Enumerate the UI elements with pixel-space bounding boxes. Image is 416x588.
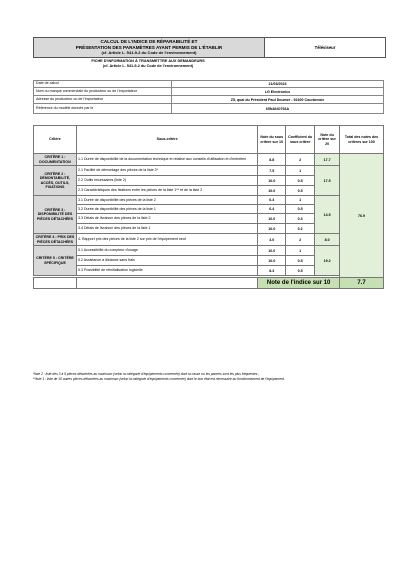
sub-criterion-note: 4.0 xyxy=(258,234,286,246)
header-critere: Critère xyxy=(34,126,77,154)
document-header xyxy=(33,37,386,58)
criterion-name: CRITÈRE 4 : PRIX DES PIÈCES DÉTACHÉES xyxy=(34,234,77,246)
footnote-list-1: **liste 1 : liste de 10 autres pièces détachées au maximum (selon la catégorie d'équipements concernée) dont le bon état est nécessaire au fonctionnement de l'équipement. xyxy=(33,376,285,381)
header-note-critere: Note du critère sur 20 xyxy=(315,126,340,154)
header-sous-critere: Sous-critère xyxy=(76,126,257,154)
title-line-1: CALCUL DE L'INDICE DE RÉPARABILITÉ ET xyxy=(100,39,198,45)
final-score-value: 7.7 xyxy=(340,278,384,289)
criterion-name: CRITÈRE 3 : DISPONIBILITÉ DES PIÈCES DÉTACHÉES xyxy=(34,196,77,234)
info-label: Nom ou marque commerciale du producteur ou de l'importateur xyxy=(33,88,172,95)
fiche-heading xyxy=(33,59,263,69)
criterion-name: CRITÈRE 2 : DÉMONTABILITÉ, ACCÈS, OUTILS, FIXATIONS xyxy=(34,166,77,196)
total-score: 76.9 xyxy=(340,154,384,278)
footnotes xyxy=(33,372,384,381)
final-score-row xyxy=(34,278,384,289)
criterion-score: 17.5 xyxy=(315,166,340,196)
info-row-brand xyxy=(33,88,384,96)
info-label: Date de calcul xyxy=(33,81,172,87)
criterion-score: 17.7 xyxy=(315,154,340,166)
info-label: Adresse du producteur ou de l'importateur xyxy=(33,96,172,103)
sub-criterion-note: 8.8 xyxy=(258,154,286,166)
sub-criterion-note: 6.4 xyxy=(258,196,286,205)
score-table xyxy=(33,125,384,289)
info-row-address xyxy=(33,96,384,104)
info-row-date xyxy=(33,80,384,88)
table-row xyxy=(34,166,384,176)
sub-criterion-label: 3.4 Délais de livraison des pièces de la liste 1 xyxy=(76,224,257,234)
sub-criterion-note: 10.0 xyxy=(258,176,286,186)
title-line-2: PRÉSENTATION DES PARAMÈTRES AYANT PERMIS DE L'ÉTABLIR xyxy=(75,44,223,50)
sub-criterion-label: 2.1 Facilité de démontage des pièces de la liste 2* xyxy=(76,166,257,176)
final-score-label: Note de l'indice sur 10 xyxy=(258,278,340,289)
table-row xyxy=(34,154,384,166)
sub-criterion-coef: 0.5 xyxy=(286,176,315,186)
document-title xyxy=(34,38,265,57)
table-row xyxy=(34,234,384,246)
sub-criterion-coef: 2 xyxy=(286,154,315,166)
sub-criterion-label: 5.1 Accessibilité du compteur d'usage xyxy=(76,246,257,256)
sub-criterion-label: 4. Rapport prix des pièces de la liste 2 sur prix de l'équipement neuf xyxy=(76,234,257,246)
sub-criterion-coef: 2 xyxy=(286,234,315,246)
sub-criterion-coef: 1 xyxy=(286,246,315,256)
sub-criterion-label: 3.1 Durée de disponibilité des pièces de la liste 2 xyxy=(76,196,257,205)
header-coefficient: Coefficient du sous critère xyxy=(286,126,315,154)
info-value: Z5, quai du Président Paul Doumer - 92400 Courbevoie xyxy=(172,96,384,103)
sub-criterion-coef: 0.5 xyxy=(286,205,315,214)
info-label: Référence du modèle donnée par le xyxy=(33,104,172,113)
criterion-name: CRITÈRE 5 : CRITÈRE SPÉCIFIQUE xyxy=(34,246,77,276)
info-value: 65NANO766A xyxy=(172,104,384,113)
header-note-sous-critere: Note du sous critère sur 10 xyxy=(258,126,286,154)
sub-criterion-note: 10.0 xyxy=(258,224,286,234)
sub-criterion-coef: 1 xyxy=(286,196,315,205)
criterion-name: CRITÈRE 1 : DOCUMENTATION xyxy=(34,154,77,166)
product-category: Téléviseur xyxy=(314,45,336,50)
sub-criterion-coef: 0.3 xyxy=(286,214,315,224)
sub-criterion-coef: 0.2 xyxy=(286,224,315,234)
sub-criterion-coef: 0.5 xyxy=(286,256,315,266)
fiche-line-2: (cf. Article L. 541-9-2 du Code de l'environnement) xyxy=(102,64,194,68)
sub-criterion-coef: 0.5 xyxy=(286,186,315,196)
table-row xyxy=(34,196,384,205)
criterion-score: 8.0 xyxy=(315,234,340,246)
sub-criterion-note: 10.0 xyxy=(258,256,286,266)
title-line-3: (cf. Article L. 541-9-2 du Code de l'environnement) xyxy=(101,50,197,56)
footnote-list-2: *liste 2 : liste des 3 à 5 pièces détachées au maximum (selon la catégorie d'équipements concernée) dont la casse ou les pannes sont les plus fréquentes ; xyxy=(33,372,260,376)
sub-criterion-note: 10.0 xyxy=(258,214,286,224)
fiche-line-1: FICHE D'INFORMATION À TRANSMETTRE AUX DEMANDEURS xyxy=(91,59,205,63)
header-total: Total des notes des critères sur 100 xyxy=(340,126,384,154)
criterion-score: 19.2 xyxy=(315,246,340,276)
sub-criterion-label: 3.3 Délais de livraison des pièces de la liste 2 xyxy=(76,214,257,224)
sub-criterion-label: 5.3 Possibilité de réinitialisation logicielle xyxy=(76,266,257,276)
sub-criterion-label: 1.1 Durée de disponibilité de la documentation technique et relative aux conseils d'utilisation et d'entretien xyxy=(76,154,257,166)
sub-criterion-label: 3.2 Durée de disponibilité des pièces de la liste 1 xyxy=(76,205,257,214)
sub-criterion-coef: 0.5 xyxy=(286,266,315,276)
sub-criterion-note: 7.5 xyxy=(258,166,286,176)
info-value: LG Electronics xyxy=(172,88,384,95)
info-row-model xyxy=(33,104,384,114)
sub-criterion-note: 10.0 xyxy=(258,186,286,196)
table-row xyxy=(34,246,384,256)
criterion-score: 14.5 xyxy=(315,196,340,234)
info-value: 21/03/2024 xyxy=(172,81,384,87)
table-header-row xyxy=(34,126,384,154)
sub-criterion-note: 10.0 xyxy=(258,246,286,256)
sub-criterion-label: 2.2 Outils nécessaires (liste 2) xyxy=(76,176,257,186)
sub-criterion-label: 2.3 Caractéristiques des fixations entre les pièces de la liste 1** et de la liste 2 xyxy=(76,186,257,196)
sub-criterion-coef: 1 xyxy=(286,166,315,176)
sub-criterion-label: 5.2 Assistance à distance sans frais xyxy=(76,256,257,266)
sub-criterion-note: 8.3 xyxy=(258,266,286,276)
sub-criterion-note: 6.4 xyxy=(258,205,286,214)
